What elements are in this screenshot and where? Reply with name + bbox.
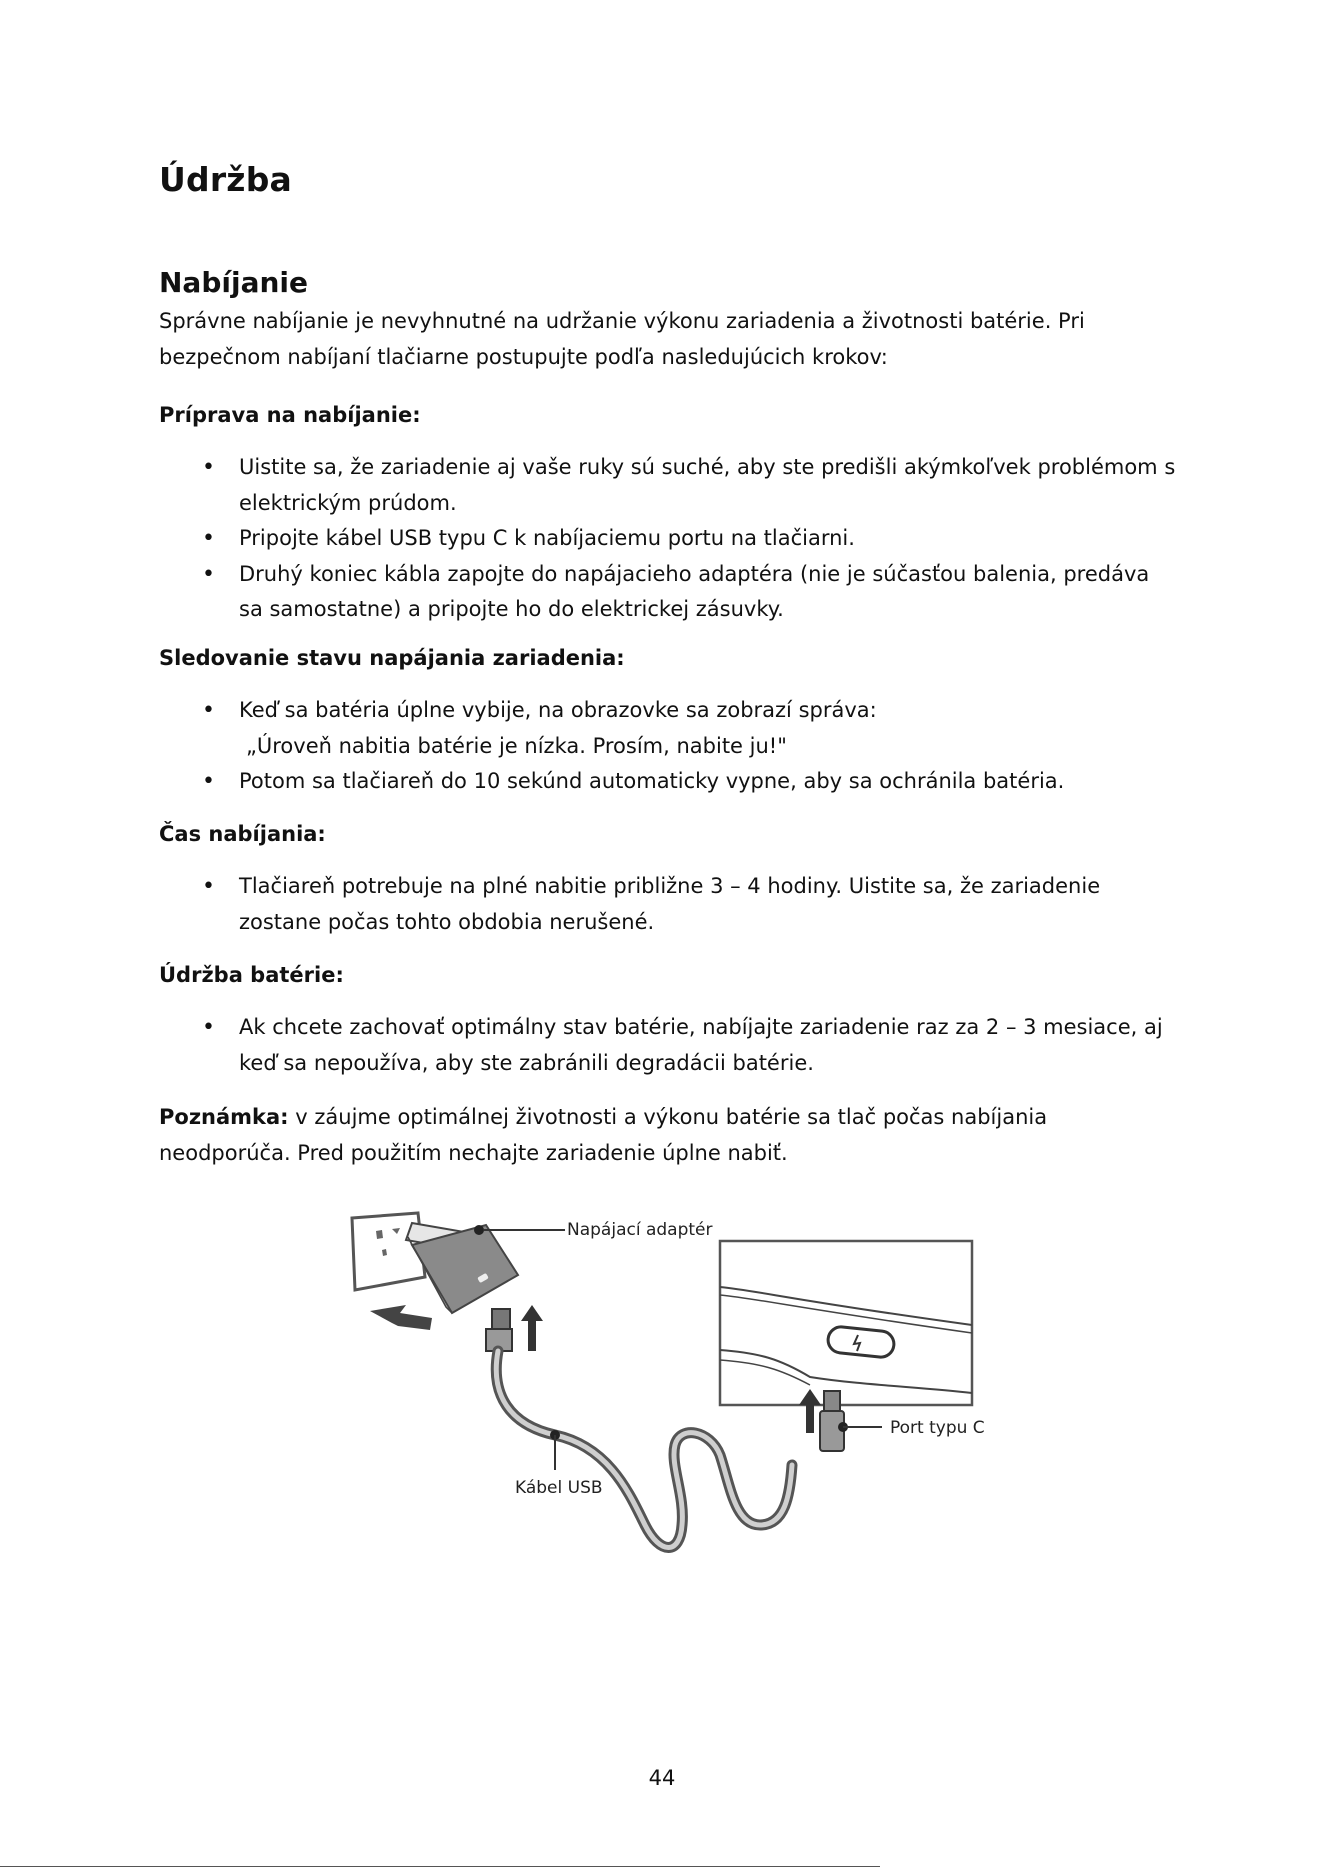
list-item: • Druhý koniec kábla zapojte do napájacieho adaptéra (nie je súčasťou balenia, predáva sa samostatne) a pripojte ho do elektrickej zásuvky. (159, 557, 1179, 628)
port-label: Port typu C (890, 1418, 985, 1438)
charging-diagram (340, 1195, 1000, 1575)
printer-closeup (720, 1241, 972, 1405)
list-item: • Tlačiareň potrebuje na plné nabitie približne 3 – 4 hodiny. Uistite sa, že zariadenie zostane počas tohto obdobia nerušené. (159, 869, 1179, 940)
battery-list (159, 1010, 1179, 1081)
time-list (159, 869, 1179, 940)
bottom-rule (0, 1866, 880, 1867)
page-title: Údržba (159, 160, 292, 199)
monitor-item-quote: „Úroveň nabitia batérie je nízka. Prosím, nabite ju!" (246, 733, 787, 758)
list-item: • Pripojte kábel USB typu C k nabíjaciemu portu na tlačiarni. (159, 521, 1179, 557)
prep-heading: Príprava na nabíjanie: (159, 403, 421, 427)
list-item: • Potom sa tlačiareň do 10 sekúnd automaticky vypne, aby sa ochránila batéria. (159, 764, 1179, 800)
list-item: • Uistite sa, že zariadenie aj vaše ruky sú suché, aby ste predišli akýmkoľvek problémom s elektrickým prúdom. (159, 450, 1179, 521)
usb-plug-icon (486, 1309, 512, 1351)
usbc-plug-icon (820, 1391, 844, 1451)
prep-list (159, 450, 1179, 628)
time-heading: Čas nabíjania: (159, 822, 326, 846)
adapter-label: Napájací adaptér (567, 1220, 713, 1240)
battery-heading: Údržba batérie: (159, 963, 344, 987)
monitor-list (159, 693, 1179, 800)
monitor-item-text: Keď sa batéria úplne vybije, na obrazovke sa zobrazí správa: (239, 698, 877, 722)
monitor-heading: Sledovanie stavu napájania zariadenia: (159, 646, 625, 670)
list-item (159, 693, 1179, 764)
arrow-left-icon (370, 1305, 432, 1330)
note-paragraph (159, 1100, 1179, 1171)
cable-label: Kábel USB (515, 1478, 603, 1498)
note-label: Poznámka: (159, 1105, 289, 1129)
list-item: • Ak chcete zachovať optimálny stav batérie, nabíjajte zariadenie raz za 2 – 3 mesiace, aj keď sa nepoužíva, aby ste zabránili degradácii batérie. (159, 1010, 1179, 1081)
section-heading: Nabíjanie (159, 266, 308, 299)
intro-paragraph: Správne nabíjanie je nevyhnutné na udržanie výkonu zariadenia a životnosti batérie. Pri bezpečnom nabíjaní tlačiarne postupujte podľa nasledujúcich krokov: (159, 309, 1085, 369)
note-text: v záujme optimálnej životnosti a výkonu batérie sa tlač počas nabíjania neodporúča. Pred použitím nechajte zariadenie úplne nabiť. (159, 1105, 1048, 1165)
arrow-up-icon (521, 1305, 543, 1351)
page-number: 44 (648, 1766, 676, 1790)
